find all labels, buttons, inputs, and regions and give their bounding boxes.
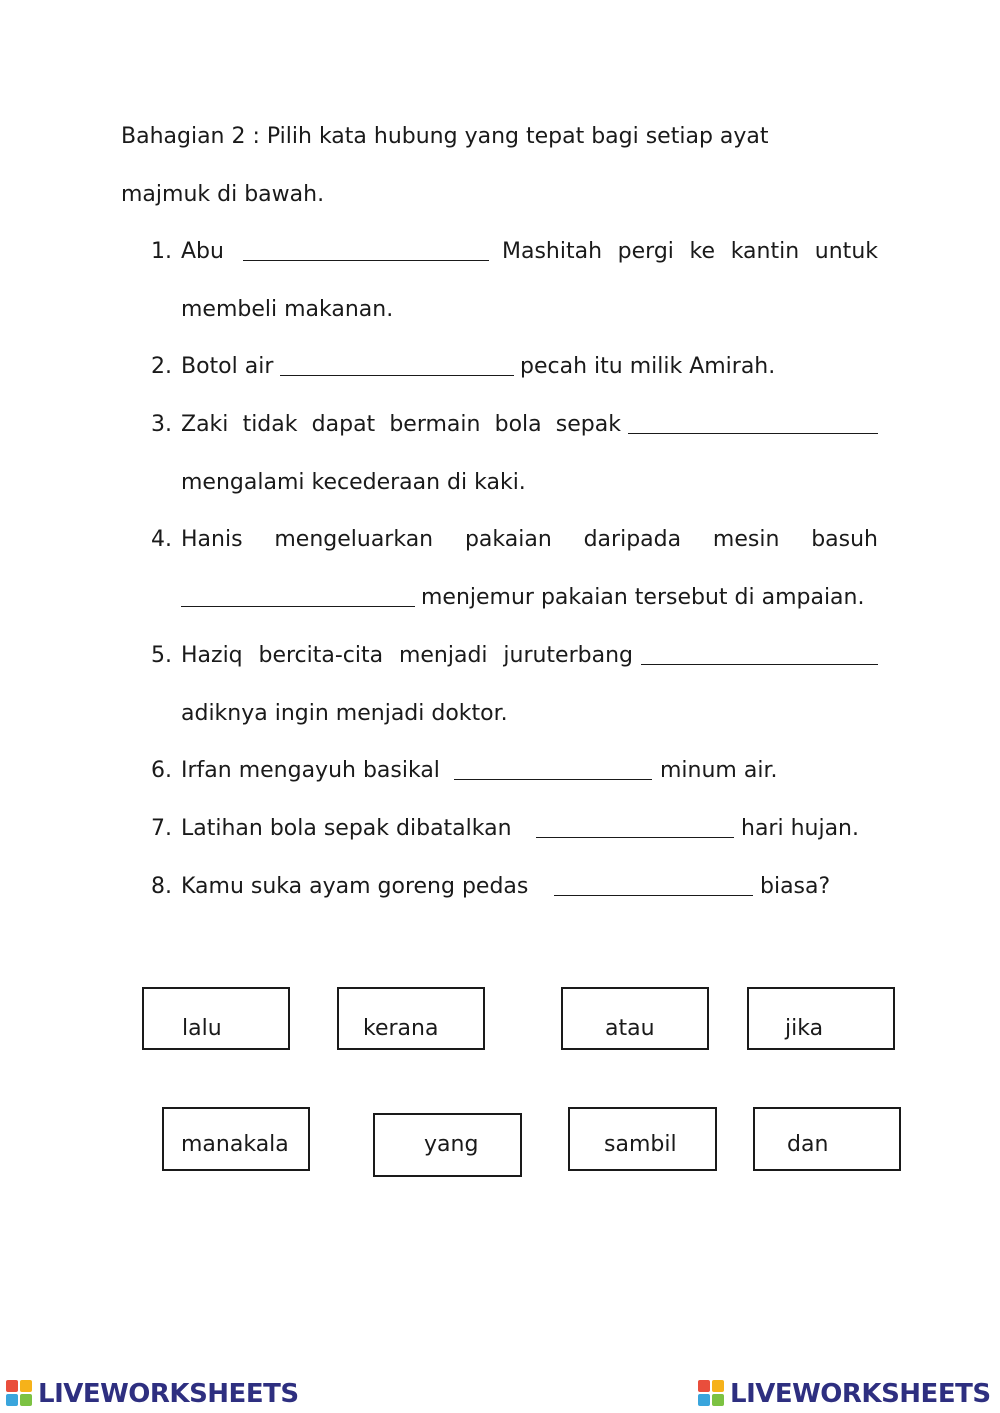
question-number: 3.	[151, 412, 172, 437]
word-label: atau	[605, 1016, 655, 1041]
question-number: 4.	[151, 527, 172, 552]
question-7-after: hari hujan.	[741, 816, 859, 841]
liveworksheets-mark-icon	[6, 1380, 34, 1408]
question-8-blank[interactable]	[554, 875, 753, 896]
question-2-before: Botol air	[181, 354, 274, 379]
question-3-blank[interactable]	[628, 413, 878, 434]
instruction-line-2: majmuk di bawah.	[121, 182, 325, 207]
question-2-after: pecah itu milik Amirah.	[520, 354, 776, 379]
question-5-before: Haziq bercita-cita menjadi juruterbang	[181, 643, 633, 668]
question-number: 1.	[151, 239, 172, 264]
question-number: 7.	[151, 816, 172, 841]
word-label: kerana	[363, 1016, 439, 1041]
question-2-blank[interactable]	[280, 355, 514, 376]
instruction-line-1: Bahagian 2 : Pilih kata hubung yang tepat bagi setiap ayat	[121, 124, 769, 149]
liveworksheets-mark-icon	[698, 1380, 726, 1408]
question-number: 2.	[151, 354, 172, 379]
question-6-after: minum air.	[660, 758, 778, 783]
word-label: yang	[424, 1132, 479, 1157]
liveworksheets-logo-right	[698, 1376, 991, 1412]
word-label: lalu	[182, 1016, 222, 1041]
liveworksheets-logo-left	[6, 1376, 299, 1412]
word-card-yang[interactable]	[373, 1113, 522, 1177]
question-5-cont: adiknya ingin menjadi doktor.	[181, 701, 508, 726]
question-1-before: Abu	[181, 239, 224, 264]
question-7-before: Latihan bola sepak dibatalkan	[181, 816, 512, 841]
question-1-cont: membeli makanan.	[181, 297, 394, 322]
question-4-blank[interactable]	[181, 586, 415, 607]
question-5-blank[interactable]	[641, 644, 878, 665]
question-number: 6.	[151, 758, 172, 783]
word-card-kerana[interactable]	[337, 987, 485, 1050]
question-4-cont: menjemur pakaian tersebut di ampaian.	[421, 585, 865, 610]
question-8-before: Kamu suka ayam goreng pedas	[181, 874, 529, 899]
word-card-dan[interactable]	[753, 1107, 901, 1171]
question-1-after: Mashitah pergi ke kantin untuk	[502, 239, 878, 264]
question-8-after: biasa?	[760, 874, 831, 899]
question-6-before: Irfan mengayuh basikal	[181, 758, 440, 783]
question-number: 8.	[151, 874, 172, 899]
question-6-blank[interactable]	[454, 759, 652, 780]
word-label: jika	[785, 1016, 824, 1041]
word-card-atau[interactable]	[561, 987, 709, 1050]
word-card-manakala[interactable]	[162, 1107, 310, 1171]
question-3-before: Zaki tidak dapat bermain bola sepak	[181, 412, 621, 437]
word-label: manakala	[181, 1132, 289, 1157]
question-7-blank[interactable]	[536, 817, 734, 838]
word-card-jika[interactable]	[747, 987, 895, 1050]
question-1-blank[interactable]	[243, 240, 489, 261]
brand-name: LIVEWORKSHEETS	[38, 1379, 299, 1409]
word-label: sambil	[604, 1132, 677, 1157]
question-number: 5.	[151, 643, 172, 668]
brand-name: LIVEWORKSHEETS	[730, 1379, 991, 1409]
word-card-lalu[interactable]	[142, 987, 290, 1050]
word-card-sambil[interactable]	[568, 1107, 717, 1171]
question-3-cont: mengalami kecederaan di kaki.	[181, 470, 526, 495]
word-label: dan	[787, 1132, 829, 1157]
question-4-before: Hanis mengeluarkan pakaian daripada mesin basuh	[181, 527, 878, 552]
